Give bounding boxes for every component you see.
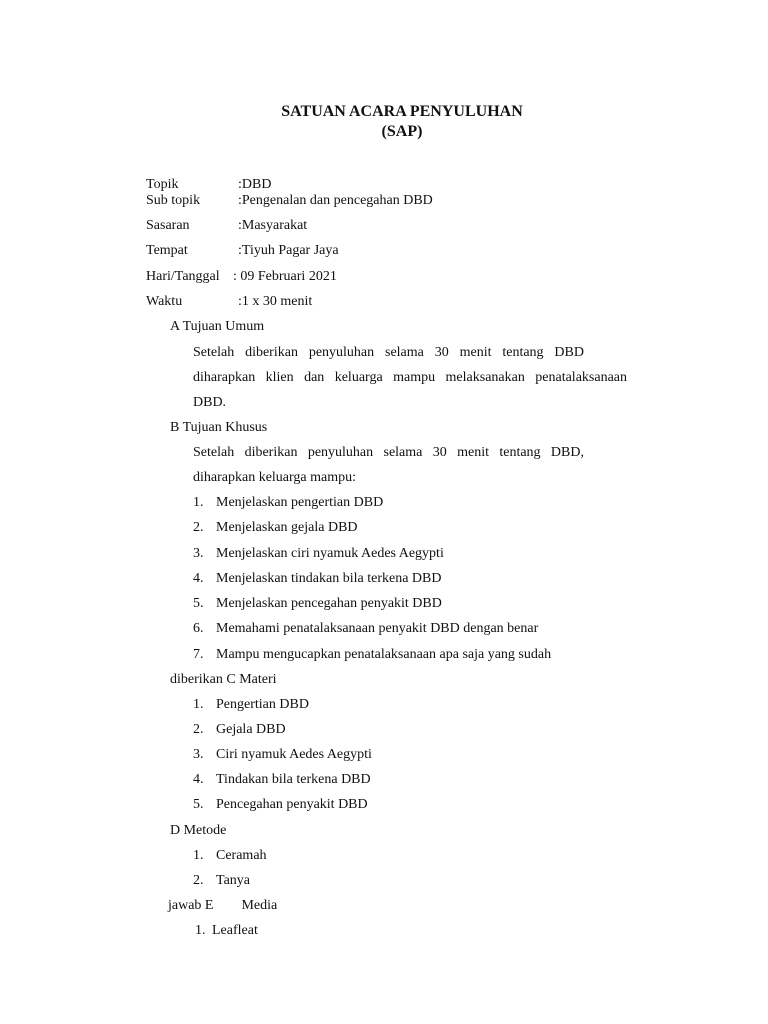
tujuan-khusus-intro-2: diharapkan keluarga mampu: [193, 470, 357, 485]
list-item: Menjelaskan gejala DBD [216, 520, 358, 535]
list-item-number: 3. [193, 546, 204, 561]
list-item: Menjelaskan pencegahan penyakit DBD [216, 596, 442, 611]
list-item-number: 6. [193, 621, 204, 636]
info-label-sasaran: Sasaran [146, 218, 190, 233]
section-tujuan-khusus-heading: B Tujuan Khusus [170, 420, 268, 435]
list-item: Pencegahan penyakit DBD [216, 797, 368, 812]
list-item: Menjelaskan pengertian DBD [216, 495, 384, 510]
list-item-number: 7. [193, 647, 204, 662]
list-item: Tanya [216, 873, 251, 888]
list-item: Ceramah [216, 848, 267, 863]
info-label-tempat: Tempat [146, 243, 188, 258]
info-value-topik: :DBD [238, 177, 272, 192]
tujuan-khusus-intro-1: Setelah diberikan penyuluhan selama 30 menit tentang DBD, [193, 445, 584, 460]
list-item-number: 2. [193, 873, 204, 888]
list-item-number: 2. [193, 722, 204, 737]
list-item: Menjelaskan ciri nyamuk Aedes Aegypti [216, 546, 444, 561]
section-metode-heading: D Metode [170, 823, 227, 838]
list-item-number: 1. [193, 697, 204, 712]
list-item: Gejala DBD [216, 722, 286, 737]
list-item-number: 2. [193, 520, 204, 535]
section-tujuan-umum-heading: A Tujuan Umum [170, 319, 265, 334]
info-value-waktu: :1 x 30 menit [238, 294, 313, 309]
document-title: SATUAN ACARA PENYULUHAN [281, 103, 523, 120]
section-media-heading: jawab E Media [168, 898, 278, 913]
section-materi-heading: diberikan C Materi [170, 672, 277, 687]
info-value-sasaran: :Masyarakat [238, 218, 308, 233]
document-subtitle: (SAP) [381, 123, 423, 140]
list-item-number: 1. [193, 495, 204, 510]
list-item-number: 1. [195, 923, 206, 938]
list-item-number: 4. [193, 772, 204, 787]
list-item-number: 5. [193, 797, 204, 812]
list-item: Menjelaskan tindakan bila terkena DBD [216, 571, 442, 586]
list-item: Memahami penatalaksanaan penyakit DBD dengan benar [216, 621, 539, 636]
info-value-hari-tanggal: : 09 Februari 2021 [233, 269, 337, 284]
list-item-number: 3. [193, 747, 204, 762]
info-value-subtopik: :Pengenalan dan pencegahan DBD [238, 193, 433, 208]
list-item: Mampu mengucapkan penatalaksanaan apa saja yang sudah [216, 647, 552, 662]
tujuan-umum-line-3: DBD. [193, 395, 227, 410]
list-item: Tindakan bila terkena DBD [216, 772, 371, 787]
info-label-waktu: Waktu [146, 294, 183, 309]
list-item-number: 4. [193, 571, 204, 586]
list-item: Leafleat [212, 923, 258, 938]
info-label-hari-tanggal: Hari/Tanggal [146, 269, 220, 284]
list-item-number: 1. [193, 848, 204, 863]
list-item-number: 5. [193, 596, 204, 611]
list-item: Pengertian DBD [216, 697, 309, 712]
info-label-subtopik: Sub topik [146, 193, 201, 208]
tujuan-umum-line-1: Setelah diberikan penyuluhan selama 30 menit tentang DBD [193, 345, 584, 360]
info-value-tempat: :Tiyuh Pagar Jaya [238, 243, 339, 258]
info-label-topik: Topik [146, 177, 179, 192]
list-item: Ciri nyamuk Aedes Aegypti [216, 747, 372, 762]
tujuan-umum-line-2: diharapkan klien dan keluarga mampu melaksanakan penatalaksanaan [193, 370, 627, 385]
